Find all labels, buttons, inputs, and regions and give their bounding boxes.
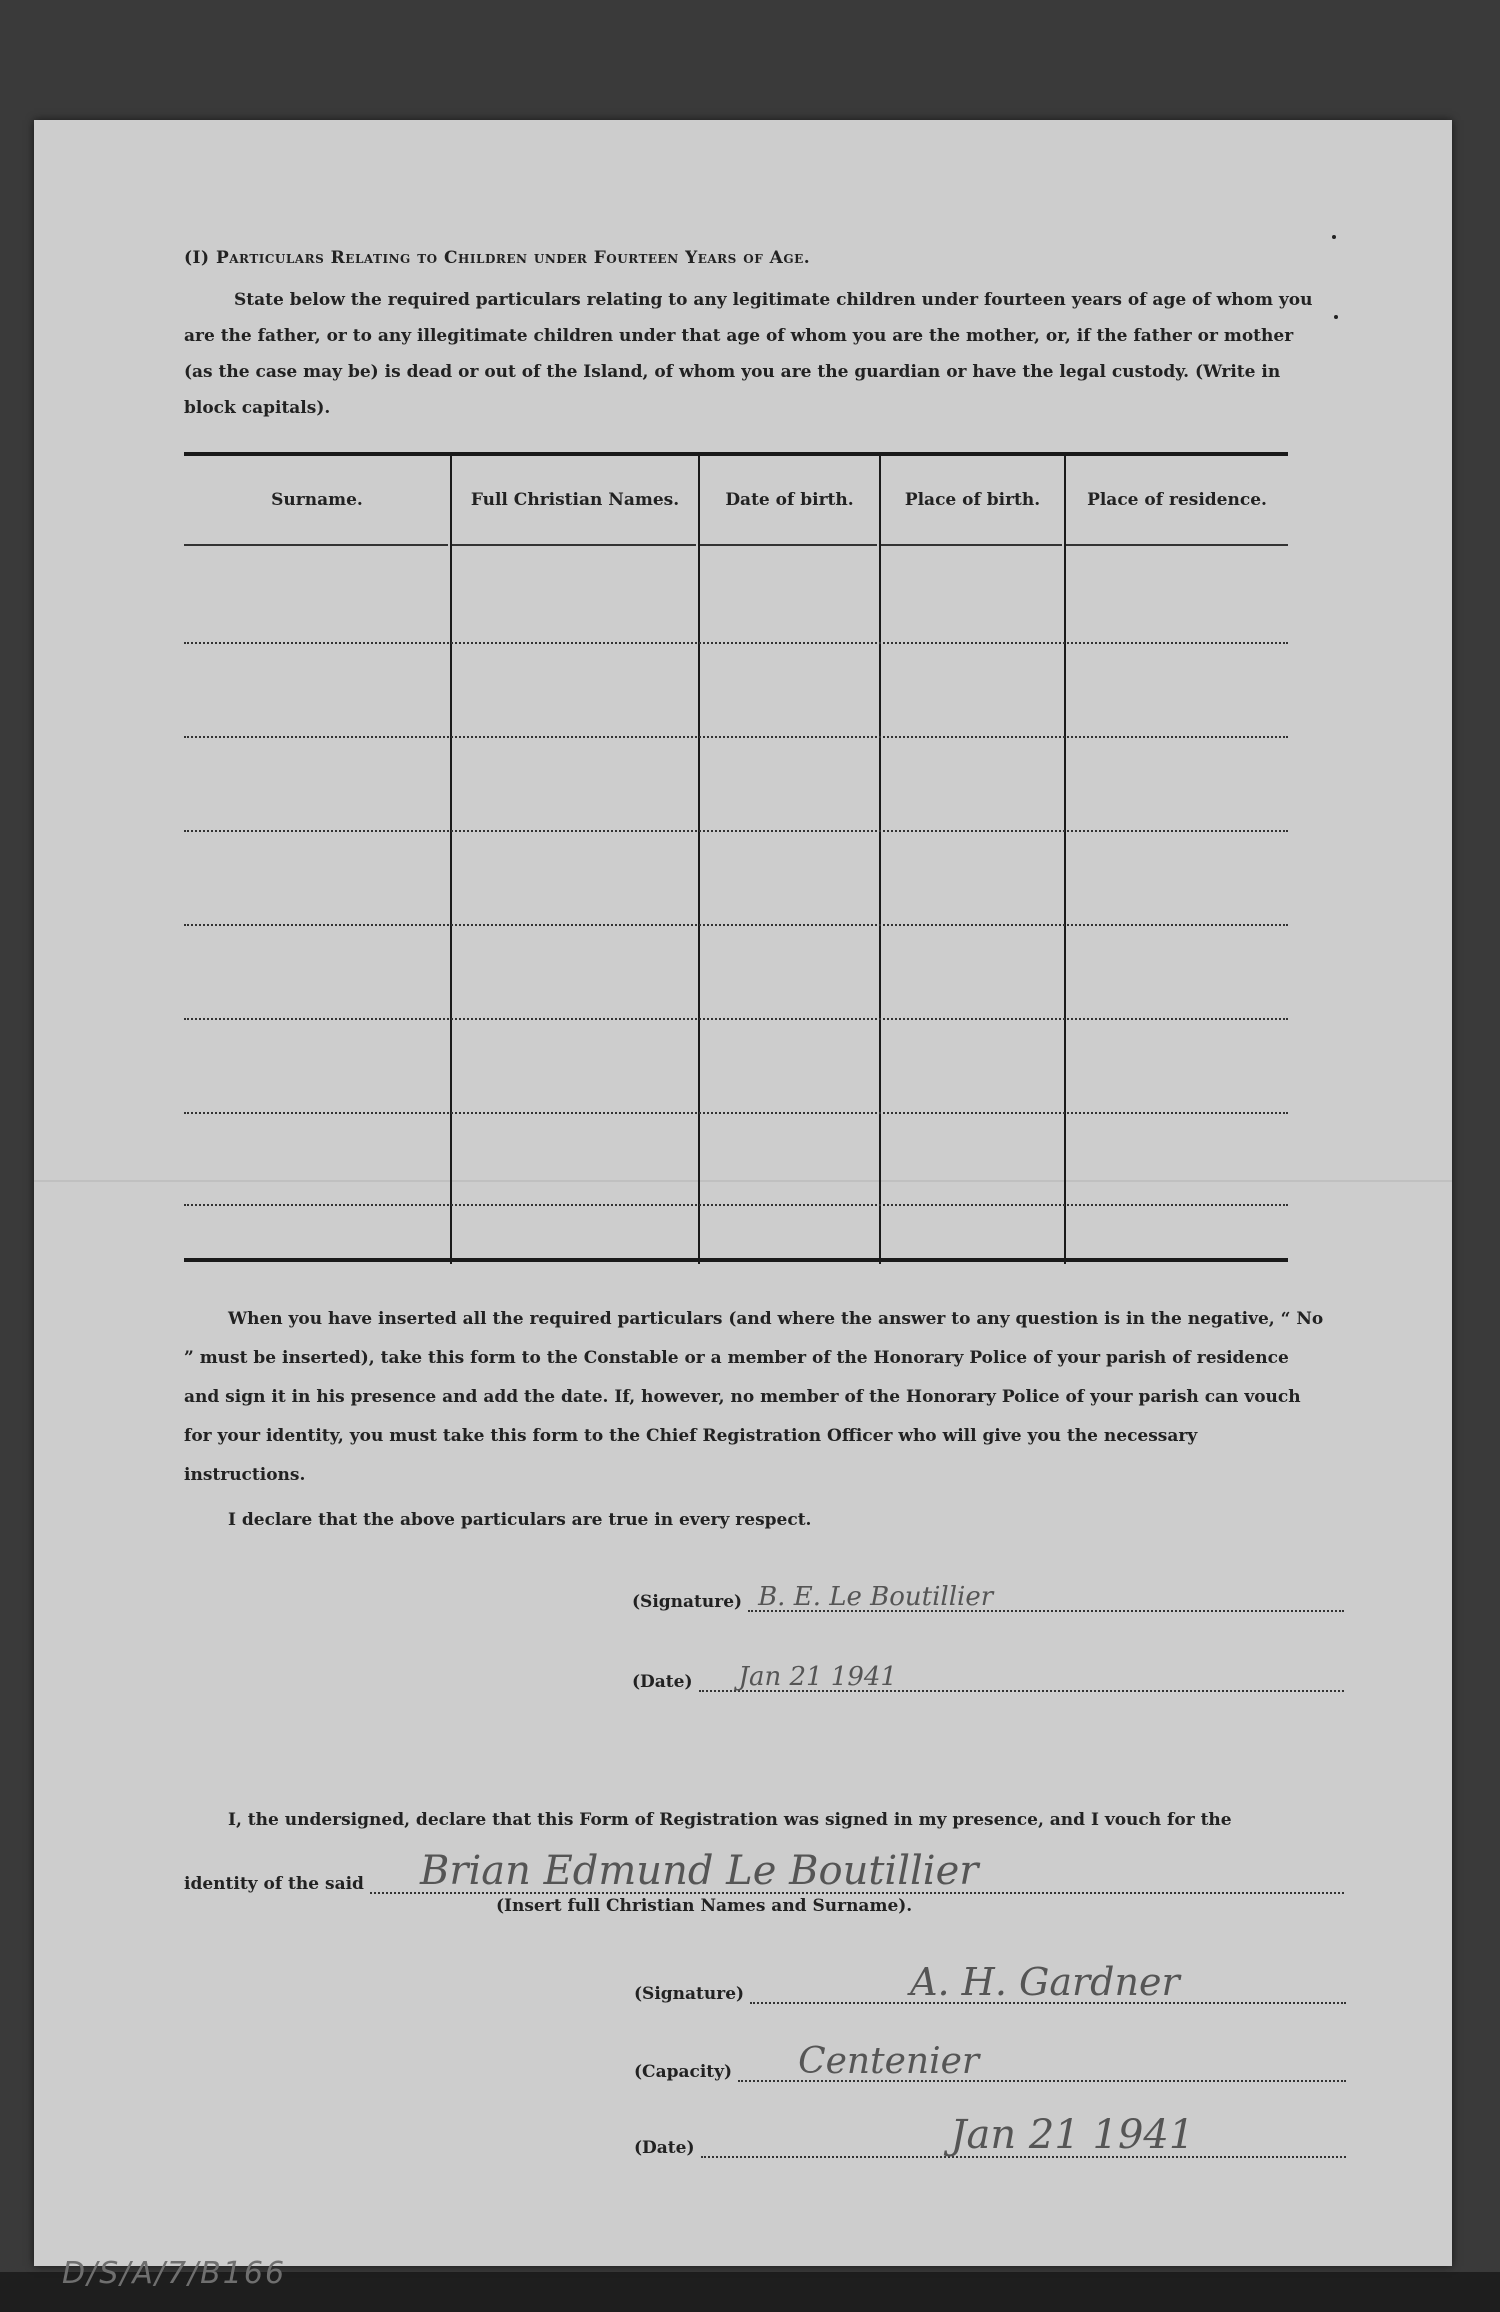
capacity-label: (Capacity) <box>634 2062 733 2082</box>
column-divider <box>1064 452 1066 1264</box>
header-underline <box>184 544 448 546</box>
column-header-place-of-birth: Place of birth. <box>904 490 1041 510</box>
officer-date-field[interactable] <box>634 2112 1346 2158</box>
declaration-statement: I declare that the above particulars are true in every respect. <box>228 1510 812 1530</box>
table-bottom-rule <box>184 1258 1288 1262</box>
capacity-line[interactable] <box>738 2041 1346 2082</box>
applicant-signature-field[interactable] <box>632 1582 1344 1612</box>
header-underline <box>881 544 1062 546</box>
applicant-full-name: Brian Edmund Le Boutillier <box>419 1848 979 1894</box>
officer-signature: A. H. Gardner <box>910 1960 1180 2004</box>
signature-label: (Signature) <box>634 1984 745 2004</box>
table-top-rule <box>184 452 1288 456</box>
column-header-surname: Surname. <box>271 490 363 510</box>
officer-capacity: Centenier <box>798 2041 980 2082</box>
archive-reference-code: D/S/A/7/B166 <box>62 2256 287 2291</box>
children-table <box>184 452 1288 1264</box>
date-label: (Date) <box>632 1672 693 1692</box>
registration-form-page <box>34 120 1452 2266</box>
date-line[interactable] <box>701 2112 1346 2158</box>
officer-capacity-field[interactable] <box>634 2041 1346 2082</box>
date-line[interactable] <box>699 1662 1344 1692</box>
officer-date: Jan 21 1941 <box>950 2112 1195 2158</box>
signature-line[interactable] <box>748 1582 1344 1612</box>
signature-line[interactable] <box>750 1960 1346 2004</box>
header-underline <box>452 544 696 546</box>
ink-speck <box>1334 315 1338 319</box>
vouch-statement: I, the undersigned, declare that this Form of Registration was signed in my presence, and I vouch for the <box>228 1810 1232 1830</box>
header-underline <box>1066 544 1288 546</box>
column-divider <box>698 452 700 1264</box>
submission-instructions: When you have inserted all the required particulars (and where the answer to any question is in the negative, “ No ” must be inserted), take this form to the Constable or a member of the Honorary Police of your parish of residence and sign it in his presence and add the date. If, however, no member of the Honorary Police of your parish can vouch for your identity, you must take this form to the Chief Registration Officer who will give you the necessary instructions. <box>184 1309 1324 1485</box>
applicant-date: Jan 21 1941 <box>738 1662 897 1692</box>
identity-note: (Insert full Christian Names and Surname). <box>496 1896 913 1916</box>
table-row[interactable] <box>184 1204 1288 1206</box>
identity-label: identity of the said <box>184 1874 364 1894</box>
section-heading: (I) Particulars Relating to Children under Fourteen Years of Age. <box>184 248 811 268</box>
officer-signature-field[interactable] <box>634 1960 1346 2004</box>
column-header-christian-names: Full Christian Names. <box>470 490 680 510</box>
table-row[interactable] <box>184 642 1288 644</box>
table-row[interactable] <box>184 924 1288 926</box>
table-row[interactable] <box>184 830 1288 832</box>
identity-field[interactable] <box>184 1848 1344 1894</box>
signature-label: (Signature) <box>632 1592 743 1612</box>
header-underline <box>700 544 877 546</box>
applicant-date-field[interactable] <box>632 1662 1344 1692</box>
column-divider <box>879 452 881 1264</box>
date-label: (Date) <box>634 2138 695 2158</box>
table-row[interactable] <box>184 736 1288 738</box>
column-divider <box>450 452 452 1264</box>
table-row[interactable] <box>184 1018 1288 1020</box>
applicant-signature: B. E. Le Boutillier <box>758 1582 994 1612</box>
section-instructions: State below the required particulars relating to any legitimate children under fourteen years of age of whom you are the father, or to any illegitimate children under that age of whom you are the mother, or, if the father or mother (as the case may be) is dead or out of the Island, of whom you are the guardian or have the legal custody. (Write in block capitals). <box>184 290 1313 418</box>
identity-line[interactable] <box>370 1848 1344 1894</box>
table-row[interactable] <box>184 1112 1288 1114</box>
column-header-date-of-birth: Date of birth. <box>725 490 854 510</box>
column-header-place-of-residence: Place of residence. <box>1087 490 1267 510</box>
ink-speck <box>1332 235 1336 239</box>
